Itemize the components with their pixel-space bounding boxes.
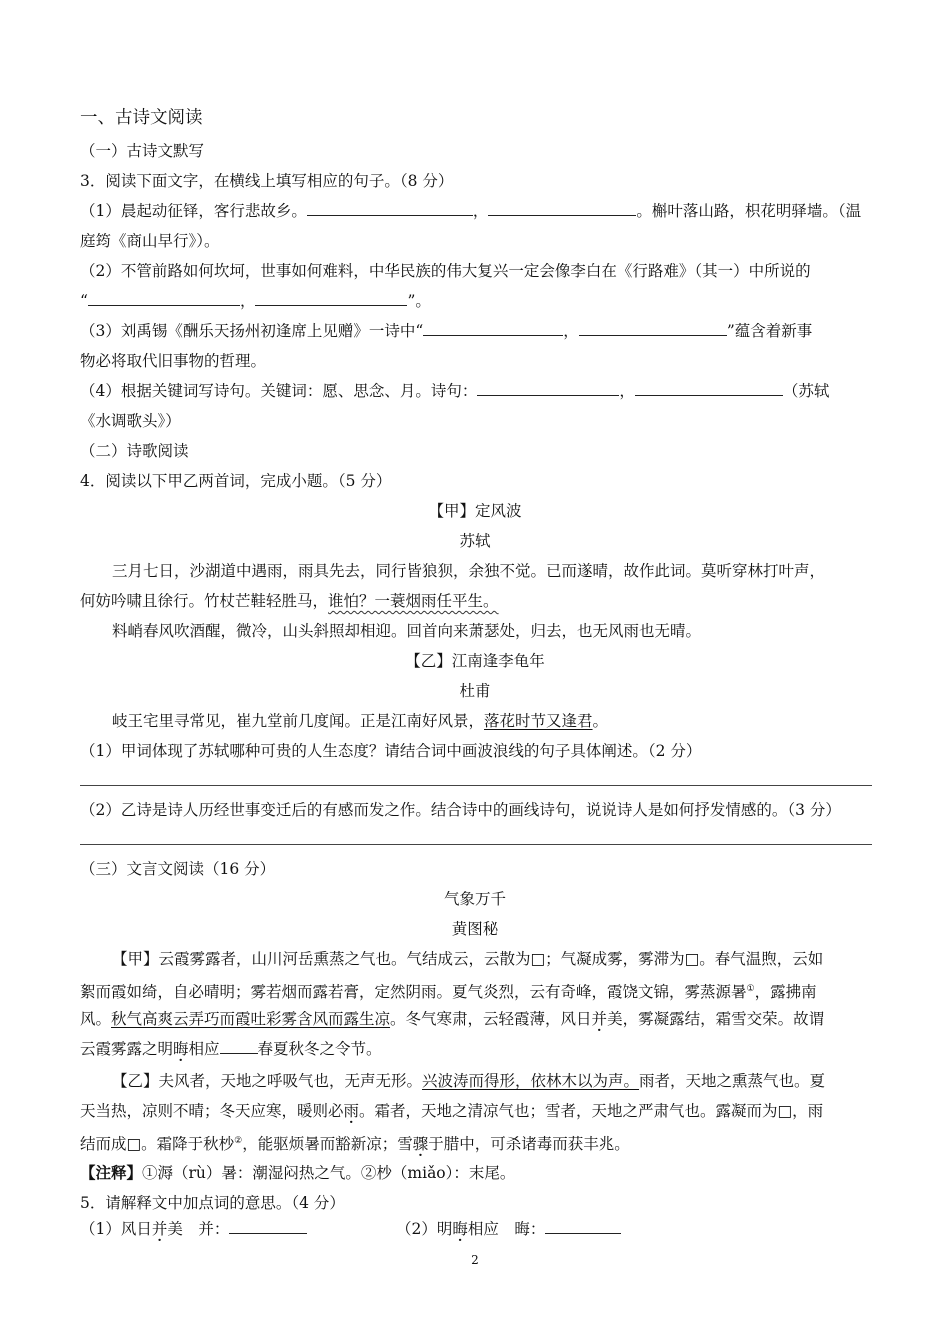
essay-yi-line-3 (80, 1131, 630, 1154)
q3-item-4-text: （4）根据关键词写诗句。关键词：愿、思念、月。诗句： (80, 382, 478, 400)
essay-title: 气象万千 (443, 890, 506, 908)
footnote-marker: ① (746, 984, 755, 994)
page-number: 2 (471, 1253, 479, 1267)
question-4-stem: 4．阅读以下甲乙两首词，完成小题。（5 分） (80, 472, 392, 490)
essay-jia-line-2 (80, 979, 817, 1002)
essay-yi-line-2 (80, 1101, 823, 1121)
poem-yi-title: 【乙】江南逢李龟年 (405, 652, 545, 670)
q4-subquestion-1: （1）甲词体现了苏轼哪种可贵的人生态度？请结合词中画波浪线的句子具体阐述。（2 分） (80, 742, 702, 760)
answer-blank[interactable] (255, 291, 407, 306)
answer-blank[interactable] (220, 1039, 258, 1054)
question-3-stem: 3．阅读下面文字，在横线上填写相应的句子。（8 分） (80, 172, 454, 190)
essay-yi-line-1 (112, 1071, 825, 1091)
answer-blank[interactable] (579, 321, 727, 336)
essay-jia-line-3 (80, 1009, 824, 1029)
essay-jia-line-3-start: 风。 (80, 1010, 112, 1028)
wavy-underlined-sentence: 谁怕？一蓑烟雨任平生。 (328, 592, 499, 610)
essay-yi-line-3-end: 于腊中，可杀诸毒而获丰兆。 (428, 1135, 630, 1154)
answer-line[interactable] (80, 844, 872, 845)
subsection-title-classical: （三）文言文阅读（16 分） (80, 860, 276, 878)
dotted-word: 晦 (173, 1040, 189, 1058)
footnotes (80, 1163, 515, 1183)
subsection-title-poetry: （二）诗歌阅读 (80, 442, 189, 460)
answer-blank[interactable] (635, 381, 783, 396)
answer-blank[interactable] (88, 291, 240, 306)
essay-jia-line-3-end: 美，雾凝露结，霜雪交荣。故谓 (607, 1010, 825, 1028)
dotted-word: 并 (591, 1010, 608, 1028)
essay-author: 黄图秘 (451, 920, 499, 938)
q3-item-1-text: （1）晨起动征铎，客行悲故乡。 (80, 202, 307, 220)
essay-yi-line-1-start: 【乙】夫风者，天地之呼吸气也，无声无形。 (112, 1072, 423, 1090)
q3-item-4-text-end: （苏轼 (782, 382, 830, 400)
poem-yi-text-main: 岐王宅里寻常见，崔九堂前几度闻。正是江南好风景， (112, 712, 485, 730)
poem-jia-line-2 (80, 591, 499, 611)
essay-jia-line-4-start: 云霞雾露之明 (80, 1040, 174, 1058)
underlined-sentence: 秋气高爽云弄巧而霞吐彩雾含风而露生凉 (111, 1010, 391, 1028)
q5-item-2-end: 相应 晦： (467, 1220, 546, 1238)
essay-jia-line-3-mid: 。冬气寒肃，云轻霞薄，风日 (390, 1010, 592, 1028)
q3-item-2-cont (80, 291, 431, 311)
poem-jia-title: 【甲】定风波 (428, 502, 522, 520)
essay-yi-line-3-start: 结而成□。霜降于秋杪 (80, 1135, 235, 1154)
q3-item-4-comma: ， (619, 382, 635, 400)
poem-yi-author: 杜甫 (459, 682, 491, 700)
essay-jia-line-2-end: ，露拂南 (754, 983, 817, 1002)
q3-item-3-comma: ， (563, 322, 579, 340)
q3-item-1-text-end: 。槲叶落山路，枳花明驿墙。（温 (636, 202, 862, 220)
underlined-line: 落花时节又逢君 (484, 712, 593, 730)
essay-yi-line-2-start: 天当热，凉则不晴；冬天应寒，暖则必 (80, 1102, 344, 1120)
essay-jia-line-2-text: 絮而霞如绮，自必晴明；雾若烟而露若膏，定然阴雨。夏气炎烈，云有奇峰，霞饶文锦，雾蒸源暑 (80, 983, 747, 1002)
q5-item-2-start: （2）明 (396, 1220, 453, 1238)
answer-blank[interactable] (229, 1219, 307, 1234)
poem-jia-line-3: 料峭春风吹酒醒，微冷，山头斜照却相迎。回首向来萧瑟处，归去，也无风雨也无晴。 (112, 622, 702, 640)
q3-item-4 (80, 381, 829, 401)
poem-yi-text-end: 。 (592, 712, 609, 730)
dotted-word: 骤 (412, 1135, 429, 1154)
poem-jia-line-1: 三月七日，沙湖道中遇雨，雨具先去，同行皆狼狈，余独不觉。已而遂晴，故作此词。莫听穿林打叶声， (112, 562, 826, 580)
q3-item-3 (80, 321, 812, 341)
q3-item-4-cont: 《水调歌头》） (80, 412, 181, 430)
q4-subquestion-2: （2）乙诗是诗人历经世事变迁后的有感而发之作。结合诗中的画线诗句，说说诗人是如何抒发情感的。（3 分） (80, 801, 841, 819)
essay-yi-line-1-end: 雨者，天地之熏蒸气也。夏 (639, 1072, 826, 1090)
poem-jia-line-2-text: 何妨吟啸且徐行。竹杖芒鞋轻胜马， (80, 592, 329, 610)
answer-blank[interactable] (307, 201, 473, 216)
q3-item-2-comma: ， (239, 292, 256, 310)
q3-item-2: （2）不管前路如何坎坷，世事如何难料，中华民族的伟大复兴一定会像李白在《行路难》（其一）中所说的 (80, 262, 811, 280)
q5-item-2 (396, 1219, 621, 1239)
subsection-title-recitation: （一）古诗文默写 (80, 142, 205, 160)
question-5-stem: 5．请解释文中加点词的意思。（4 分） (80, 1194, 345, 1212)
dotted-word: 并 (151, 1220, 168, 1238)
q3-item-3-text-end: ”蕴含着新事 (726, 322, 813, 340)
q5-item-1-start: （1）风日 (80, 1220, 152, 1238)
essay-jia-line-4 (80, 1039, 382, 1059)
poem-jia-author: 苏轼 (459, 532, 491, 550)
dotted-word: 晦 (452, 1220, 468, 1238)
dotted-word: 雨 (343, 1102, 360, 1120)
essay-jia-line-4-mid: 相应 (188, 1040, 220, 1058)
q3-item-2-close-quote: ”。 (407, 292, 431, 310)
essay-yi-line-3-mid: ，能驱烦暑而豁新凉；雪 (242, 1135, 413, 1154)
q3-item-2-open-quote: “ (80, 292, 88, 310)
answer-line[interactable] (80, 785, 872, 786)
q5-item-1-end: 美 并： (167, 1220, 230, 1238)
answer-blank[interactable] (545, 1219, 621, 1234)
footnote-text: ①溽（rù）暑：潮湿闷热之气。②杪（miǎo）：末尾。 (142, 1164, 516, 1182)
q3-item-1-comma: ， (472, 202, 489, 220)
answer-blank[interactable] (423, 321, 563, 336)
footnote-marker: ② (234, 1136, 243, 1146)
answer-blank[interactable] (477, 381, 619, 396)
q3-item-1-cont: 庭筠《商山早行》）。 (80, 232, 220, 250)
essay-jia-line-4-end: 春夏秋冬之令节。 (257, 1040, 382, 1058)
poem-yi-text (112, 711, 608, 731)
q3-item-1 (80, 201, 861, 221)
section-title: 一、古诗文阅读 (80, 108, 203, 128)
q5-item-1 (80, 1219, 307, 1239)
q3-item-3-cont: 物必将取代旧事物的哲理。 (80, 352, 267, 370)
essay-yi-line-2-end: 。霜者，天地之清凉气也；雪者，天地之严肃气也。露凝而为□，雨 (359, 1102, 824, 1120)
footnote-label: 【注释】 (80, 1163, 143, 1182)
answer-blank[interactable] (488, 201, 636, 216)
essay-jia-line-1: 【甲】云霞雾露者，山川河岳熏蒸之气也。气结成云，云散为□；气凝成雾，雾滞为□。春气温煦，云如 (112, 950, 824, 968)
q3-item-3-text: （3）刘禹锡《酬乐天扬州初逢席上见赠》一诗中“ (80, 322, 424, 340)
underlined-sentence: 兴波涛而得形，依林木以为声。 (422, 1072, 640, 1090)
